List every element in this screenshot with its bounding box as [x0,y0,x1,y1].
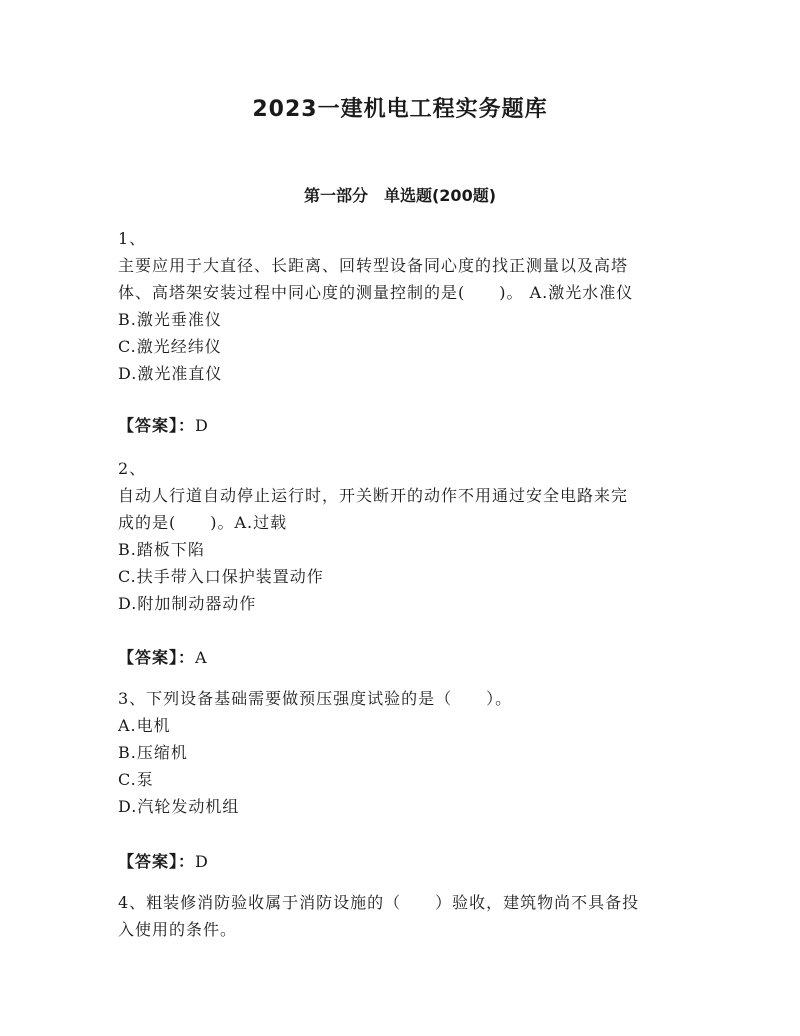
answer-value: A [195,648,208,667]
option-d: D.附加制动器动作 [118,594,257,613]
answer-value: D [195,416,209,435]
answer-label: 【答案】： [118,852,196,871]
question-stem-line: 入使用的条件。 [118,920,238,939]
question-stem-line: 成的是( )。A.过载 [118,513,288,532]
answer-label: 【答案】： [118,416,196,435]
option-a: A.电机 [118,716,171,735]
document-title: 2023一建机电工程实务题库 [252,97,548,122]
option-d: D.激光准直仪 [118,364,223,383]
question-number: 1、 [118,229,147,248]
question-2 [118,455,688,617]
option-c: C.扶手带入口保护装置动作 [118,567,324,586]
option-c: C.泵 [118,770,154,789]
question-number: 2、 [118,459,147,478]
question-stem-line: 自动人行道自动停止运行时，开关断开的动作不用通过安全电路来完 [118,486,629,505]
option-d: D.汽轮发动机组 [118,797,240,816]
question-1 [118,225,688,387]
answer-1 [118,412,209,439]
option-c: C.激光经纬仪 [118,337,222,356]
question-stem-line: 主要应用于大直径、长距离、回转型设备同心度的找正测量以及高塔 [118,256,629,275]
section-heading: 第一部分 单选题(200题) [303,186,497,205]
answer-label: 【答案】： [118,648,196,667]
question-stem-line: 体、高塔架安装过程中同心度的测量控制的是( )。 A.激光水准仪 [118,283,634,302]
question-4 [118,889,688,943]
answer-value: D [195,852,209,871]
question-3 [118,685,688,820]
question-stem-line: 4、粗装修消防验收属于消防设施的（ ）验收，建筑物尚不具备投 [118,893,640,912]
answer-2 [118,644,208,671]
option-b: B.激光垂准仪 [118,310,222,329]
option-b: B.压缩机 [118,743,188,762]
answer-3 [118,848,209,875]
question-stem-line: 3、下列设备基础需要做预压强度试验的是（ ）。 [118,689,513,708]
option-b: B.踏板下陷 [118,540,205,559]
